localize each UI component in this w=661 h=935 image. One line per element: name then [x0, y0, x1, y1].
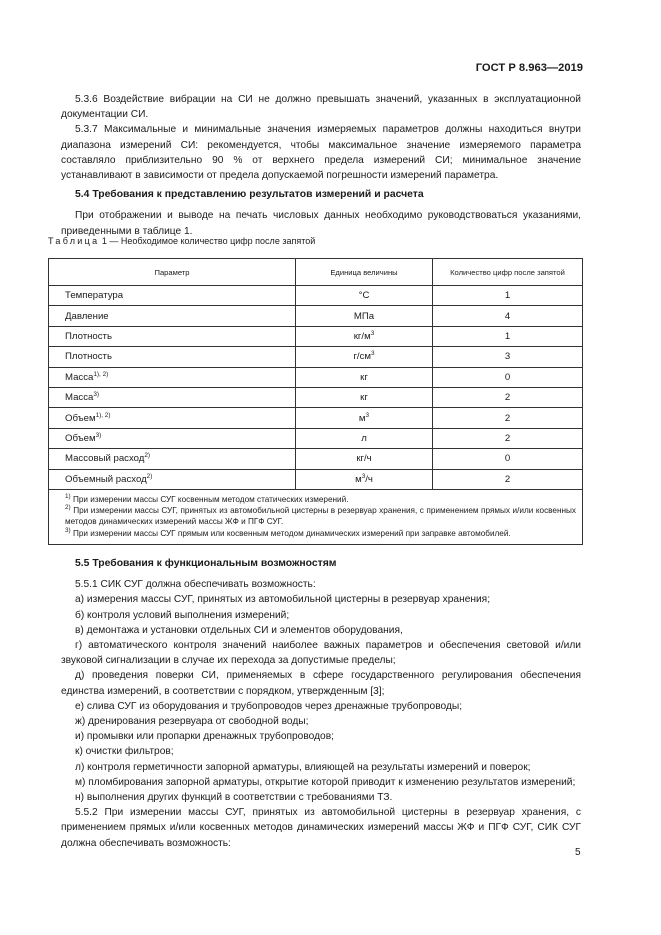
- list-item: в) демонтажа и установки отдельных СИ и элементов оборудования,: [75, 624, 403, 636]
- table-notes-row: [49, 489, 583, 544]
- list-item: и) промывки или пропарки дренажных трубопроводов;: [75, 731, 334, 743]
- list-item: м) пломбирования запорной арматуры, открытие которой приводит к изменению результатов измерений;: [75, 776, 576, 788]
- list-item: г) автоматического контроля значений наиболее важных параметров и обеспечения световой и/или звуковой сигнализации в случае их перехода за допустимые пределы;: [61, 640, 581, 667]
- param-cell: Массовый расход$^{2)}$: [49, 449, 296, 469]
- digits-cell: 4: [433, 306, 583, 326]
- param-cell: Масса$^{1), 2)}$: [49, 367, 296, 387]
- table-caption-prefix: Таблица: [48, 236, 100, 246]
- unit-cell: $м^3$: [296, 408, 433, 428]
- document-id: ГОСТ Р 8.963—2019: [475, 62, 583, 74]
- digits-cell: 3: [433, 347, 583, 367]
- table-row: [49, 306, 583, 326]
- param-cell: Плотность: [49, 326, 296, 346]
- section-5-5-heading: 5.5 Требования к функциональным возможностям: [75, 558, 337, 569]
- header-digits: Количество цифр после запятой: [433, 259, 583, 286]
- unit-cell: МПа: [296, 306, 433, 326]
- param-cell: Температура: [49, 286, 296, 306]
- param-cell: Плотность: [49, 347, 296, 367]
- paragraph-5-5-1: 5.5.1 СИК СУГ должна обеспечивать возможность:: [75, 579, 316, 591]
- digits-cell: 0: [433, 367, 583, 387]
- param-cell: Давление: [49, 306, 296, 326]
- digits-cell: 2: [433, 408, 583, 428]
- digits-table: [48, 258, 583, 545]
- digits-cell: 2: [433, 387, 583, 407]
- param-cell: Объем$^{1), 2)}$: [49, 408, 296, 428]
- table-row: [49, 347, 583, 367]
- unit-cell: °С: [296, 286, 433, 306]
- param-cell: Объемный расход$^{2)}$: [49, 469, 296, 489]
- digits-cell: 0: [433, 449, 583, 469]
- digits-cell: 2: [433, 428, 583, 448]
- unit-cell: кг: [296, 367, 433, 387]
- table-row: [49, 286, 583, 306]
- unit-cell: $кг/м^3$: [296, 326, 433, 346]
- header-parameter: Параметр: [49, 259, 296, 286]
- table-caption: [48, 236, 315, 246]
- param-cell: Объем$^{3)}$: [49, 428, 296, 448]
- table-row: [49, 387, 583, 407]
- list-item: ж) дренирования резервуара от свободной воды;: [75, 716, 309, 728]
- param-cell: Масса$^{3)}$: [49, 387, 296, 407]
- unit-cell: $м^3/ч$: [296, 469, 433, 489]
- unit-cell: кг: [296, 387, 433, 407]
- list-item: л) контроля герметичности запорной арматуры, влияющей на результаты измерений и поверок;: [75, 761, 531, 773]
- table-row: [49, 367, 583, 387]
- table-header-row: [49, 259, 583, 286]
- section-5-4-paragraph: При отображении и выводе на печать числовых данных необходимо руководствоваться указаниями, приведенными в таблице 1.: [61, 210, 581, 237]
- header-unit: Единица величины: [296, 259, 433, 286]
- digits-cell: 1: [433, 286, 583, 306]
- paragraph-5-5-2: 5.5.2 При измерении массы СУГ, принятых из автомобильной цистерны в резервуар хранения, с применением прямых и/или косвенных методов динамических измерений массы ЖФ и ПГФ СУГ, СИК СУГ должна обеспечивать возможность:: [61, 807, 581, 849]
- list-item: д) проведения поверки СИ, применяемых в сфере государственного регулирования обеспечения единства измерений, в соответствии с порядком, утвержденным [3];: [61, 670, 581, 697]
- table-row: [49, 326, 583, 346]
- table-row: [49, 428, 583, 448]
- table-note: $^{2)}$ При измерении массы СУГ, принятых из автомобильной цистерны в резервуар хранения, с применением прямых и/или косвенных методов динамических измерений массы ЖФ и ПГФ СУГ.: [65, 504, 576, 527]
- list-item: к) очистки фильтров;: [75, 746, 174, 758]
- list-item: е) слива СУГ из оборудования и трубопроводов через дренажные трубопроводы;: [75, 700, 463, 712]
- table-notes: [49, 489, 583, 544]
- section-5-4-heading: 5.4 Требования к представлению результатов измерений и расчета: [75, 189, 424, 201]
- table-row: [49, 449, 583, 469]
- table-note: $^{1)}$ При измерении массы СУГ косвенным методом статических измерений.: [65, 492, 349, 504]
- paragraph-5-3-6: 5.3.6 Воздействие вибрации на СИ не должно превышать значений, указанных в эксплуатационной документации СИ.: [61, 94, 581, 121]
- table-caption-text: 1 — Необходимое количество цифр после запятой: [101, 236, 316, 246]
- page-number: 5: [575, 847, 581, 858]
- list-item: б) контроля условий выполнения измерений;: [75, 609, 290, 621]
- unit-cell: кг/ч: [296, 449, 433, 469]
- digits-cell: 2: [433, 469, 583, 489]
- top-text-block: [61, 92, 581, 239]
- table-row: [49, 469, 583, 489]
- unit-cell: л: [296, 428, 433, 448]
- section-5-5-block: [61, 556, 581, 851]
- table-note: $^{3)}$ При измерении массы СУГ прямым или косвенным методом динамических измерений при заправке автомобилей.: [65, 526, 511, 538]
- unit-cell: $г/см^3$: [296, 347, 433, 367]
- table-row: [49, 408, 583, 428]
- paragraph-5-3-7: 5.3.7 Максимальные и минимальные значения измеряемых параметров должны находиться внутри диапазона измерений СИ: рекомендуется, чтобы максимальное значение измеряемого параметра составляло приблизительно 90 % от верхнего предела измерений СИ; минимальное значение устанавливают в зависимости от предела допускаемой погрешности измерений параметра.: [61, 124, 581, 182]
- digits-cell: 1: [433, 326, 583, 346]
- list-item: а) измерения массы СУГ, принятых из автомобильной цистерны в резервуар хранения;: [75, 594, 491, 606]
- list-item: н) выполнения других функций в соответствии с требованиями ТЗ.: [75, 792, 393, 804]
